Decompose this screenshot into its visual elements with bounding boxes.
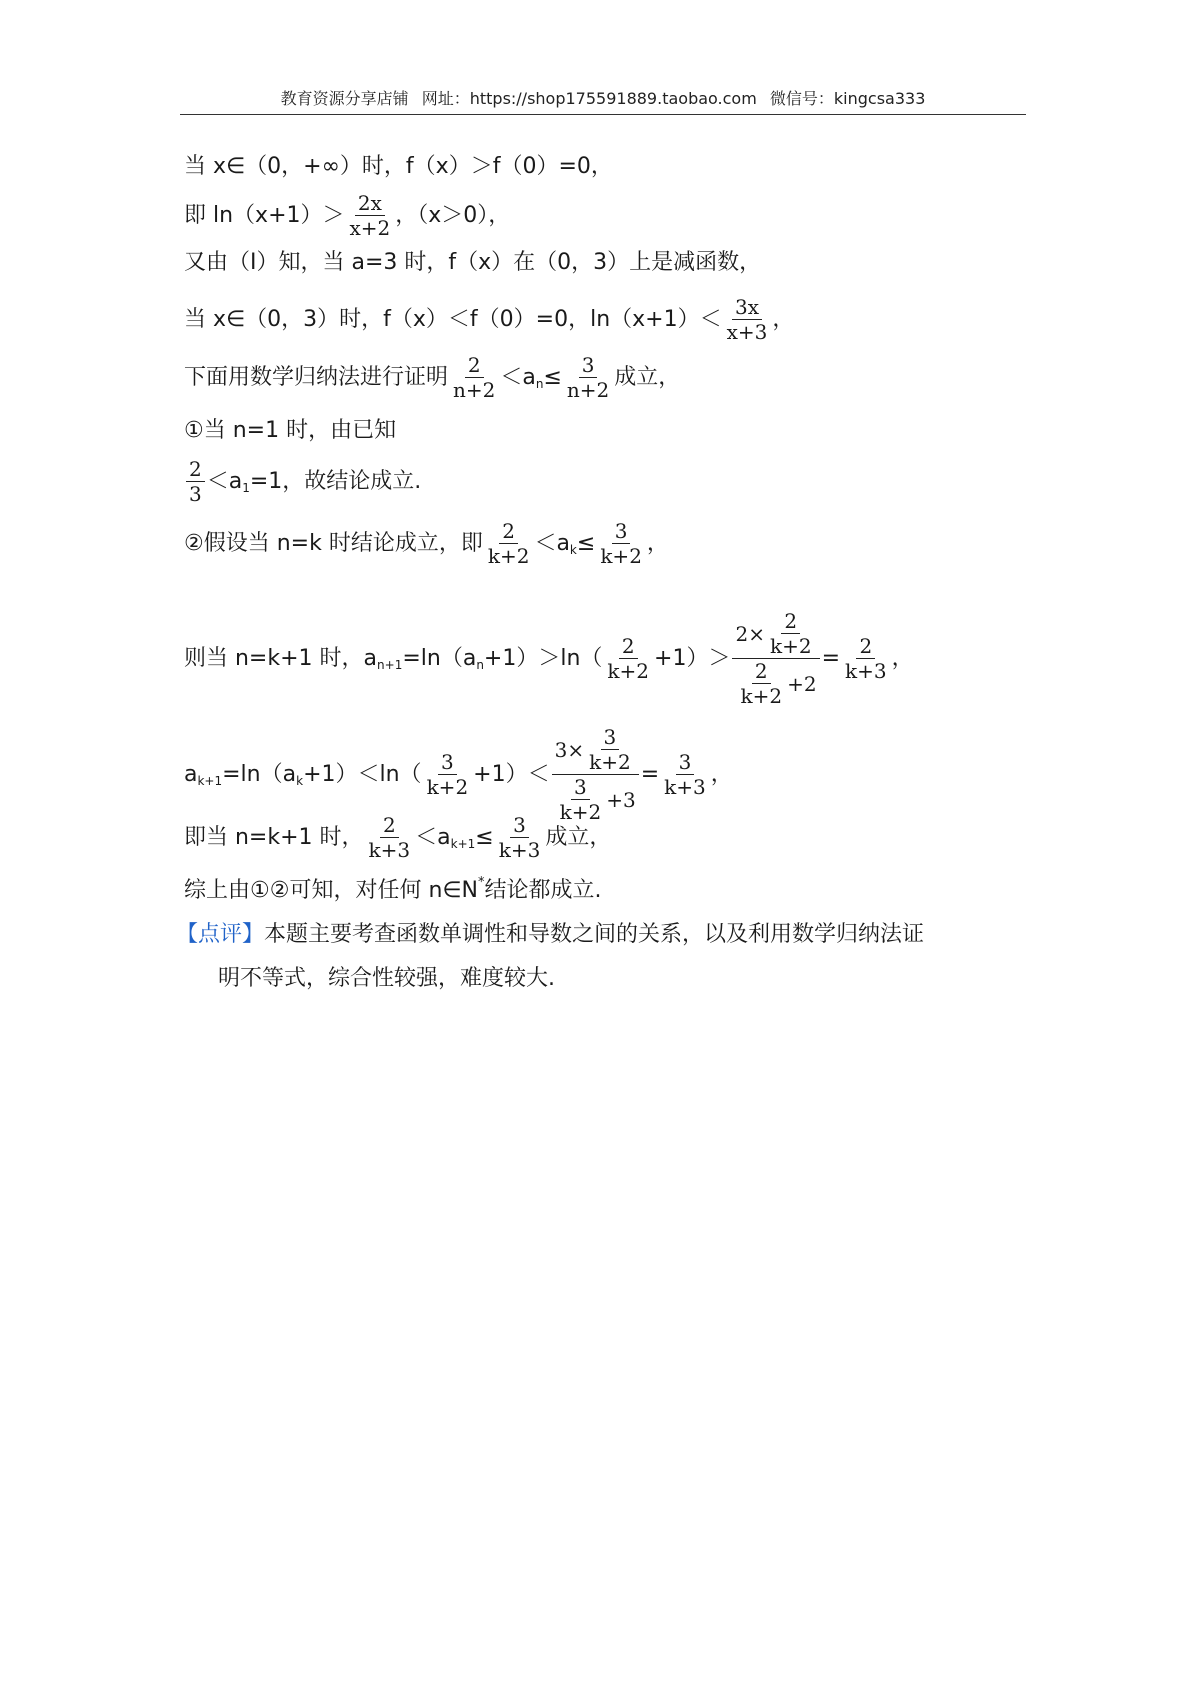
fraction-numerator: 2x: [355, 192, 385, 216]
fraction-numerator: 2: [186, 458, 205, 482]
fraction-denominator: x+3: [726, 320, 768, 344]
fraction-denominator: k+2: [740, 684, 783, 708]
line-14: [218, 964, 555, 994]
subscript: 1: [242, 480, 250, 495]
compound-fraction: [732, 610, 819, 707]
fraction-3-over-n-plus-2: [564, 354, 612, 401]
equals-sign: =: [821, 645, 840, 671]
line-12-text-a: 综上由①②可知，对任何 n∈N: [184, 878, 479, 903]
line-11-text-b: 成立，: [545, 824, 612, 850]
fraction-2-over-k-plus-2: [485, 520, 533, 567]
compound-numerator-prefix: 3×: [554, 737, 585, 762]
line-6-text: ①当 n=1 时，由已知: [184, 418, 397, 443]
fraction-denominator: k+3: [368, 838, 411, 862]
fraction-2-over-3: [186, 458, 205, 505]
line-3: [184, 248, 761, 278]
line-11-mid: ＜a: [415, 824, 451, 850]
line-9-text-b: =ln（a: [402, 645, 477, 671]
compound-fraction: [552, 726, 639, 823]
line-7-mid: ＜a: [206, 468, 243, 494]
line-5-mid: ＜a: [500, 364, 536, 390]
line-10-text-b: =ln（a: [222, 761, 297, 787]
fraction-numerator: 3x: [732, 296, 762, 320]
compound-numerator: [552, 726, 639, 775]
header-url: 网址：https://shop175591889.taobao.com: [421, 89, 757, 108]
line-4-text-b: ，: [772, 306, 795, 332]
subscript: k+1: [197, 773, 223, 788]
fraction-numerator: 2: [856, 635, 875, 659]
fraction-denominator: k+2: [607, 659, 650, 683]
line-12: [184, 876, 602, 906]
compound-numerator-prefix: 2×: [735, 621, 765, 646]
compound-denominator-suffix: +2: [787, 671, 817, 696]
le-sign: ≤: [475, 824, 494, 850]
fraction-2-over-k-plus-3: [842, 635, 890, 682]
header-shop: 教育资源分享店铺: [280, 89, 409, 108]
fraction-2-over-k-plus-3: [366, 814, 414, 861]
fraction-denominator: k+3: [845, 659, 887, 683]
compound-denominator: [732, 659, 819, 707]
fraction-numerator: 3: [612, 520, 631, 544]
line-8-text-a: ②假设当 n=k 时结论成立，即: [184, 530, 483, 556]
fraction-denominator: k+3: [498, 838, 541, 862]
line-10-text-c: +1）＜ln（: [303, 761, 422, 787]
subscript: n: [476, 657, 484, 672]
line-1-text: 当 x∈（0，+∞）时，f（x）＞f（0）=0，: [184, 154, 613, 179]
fraction-denominator: k+2: [769, 634, 812, 658]
fraction-denominator: k+2: [426, 775, 469, 799]
inner-fraction: [737, 660, 785, 707]
line-6: [184, 416, 396, 446]
line-10: [184, 726, 733, 823]
line-7-eq: =1: [249, 468, 283, 494]
fraction-numerator: 2: [781, 610, 800, 634]
line-2-text-b: ，（x＞0），: [395, 202, 511, 228]
line-12-text-b: 结论都成立.: [484, 878, 602, 903]
line-2: [184, 192, 510, 239]
line-5-text-a: 下面用数学归纳法进行证明: [184, 364, 449, 390]
fraction-3-over-k-plus-3: [496, 814, 544, 861]
line-4-text-a: 当 x∈（0，3）时，f（x）＜f（0）=0，ln（x+1）＜: [184, 306, 722, 332]
subscript: n: [535, 376, 544, 391]
line-10-text-a: a: [184, 761, 198, 787]
line-2-text-a: 即 ln（x+1）＞: [184, 202, 345, 228]
line-11-text-a: 即当 n=k+1 时，: [184, 824, 364, 850]
line-14-text: 明不等式，综合性较强，难度较大.: [218, 966, 555, 991]
fraction-denominator: x+2: [349, 216, 391, 240]
fraction-denominator: n+2: [453, 378, 496, 402]
fraction-denominator: k+2: [600, 544, 642, 568]
fraction-3-over-k-plus-3: [661, 751, 709, 798]
compound-numerator: [732, 610, 819, 659]
line-7-text-b: ，故结论成立.: [282, 468, 422, 494]
line-13-text: 本题主要考查函数单调性和导数之间的关系，以及利用数学归纳法证: [264, 922, 925, 947]
fraction-denominator: k+3: [664, 775, 706, 799]
header-wechat: 微信号：kingcsa333: [769, 89, 926, 108]
fraction-denominator: k+2: [487, 544, 530, 568]
line-3-text: 又由（Ⅰ）知，当 a=3 时，f（x）在（0，3）上是减函数，: [184, 250, 762, 275]
fraction-denominator: n+2: [566, 378, 610, 402]
le-sign: ≤: [576, 530, 596, 556]
subscript: k+1: [450, 836, 476, 851]
subscript: n+1: [377, 657, 403, 672]
line-9: [184, 610, 914, 707]
subscript: k: [569, 542, 577, 557]
line-11: [184, 814, 611, 861]
equals-sign: =: [640, 761, 660, 787]
superscript: *: [478, 875, 485, 890]
fraction-numerator: 3: [510, 814, 529, 838]
line-5-text-b: 成立，: [614, 364, 681, 390]
line-8-text-b: ，: [646, 530, 669, 556]
fraction-denominator: k+2: [589, 750, 631, 774]
line-10-text-e: ，: [710, 761, 733, 787]
inner-fraction: [586, 726, 634, 773]
fraction-3x-over-x-plus-3: [724, 296, 771, 343]
line-1: [184, 152, 613, 182]
inner-fraction: [767, 610, 815, 657]
line-5: [184, 354, 680, 401]
fraction-numerator: 2: [499, 520, 518, 544]
fraction-2x-over-x-plus-2: [347, 192, 394, 239]
fraction-numerator: 3: [438, 751, 457, 775]
line-8-mid: ＜a: [534, 530, 570, 556]
subscript: k: [296, 773, 304, 788]
fraction-numerator: 3: [676, 751, 695, 775]
fraction-numerator: 2: [752, 660, 771, 684]
fraction-numerator: 3: [579, 354, 598, 378]
le-sign: ≤: [543, 364, 562, 390]
line-9-text-d: +1）＞: [654, 645, 731, 671]
fraction-2-over-n-plus-2: [450, 354, 498, 401]
line-7: [184, 458, 421, 505]
fraction-denominator: 3: [189, 482, 202, 506]
line-10-text-d: +1）＜: [473, 761, 550, 787]
fraction-numerator: 3: [601, 726, 620, 750]
line-9-text-a: 则当 n=k+1 时，a: [184, 645, 378, 671]
line-8: [184, 520, 669, 567]
fraction-3-over-k-plus-2: [424, 751, 472, 798]
line-4: [184, 296, 794, 343]
fraction-numerator: 3: [571, 776, 590, 800]
fraction-numerator: 2: [380, 814, 399, 838]
fraction-numerator: 2: [465, 354, 484, 378]
fraction-numerator: 2: [619, 635, 638, 659]
line-9-text-c: +1）＞ln（: [483, 645, 603, 671]
comment-label: 【点评】: [176, 922, 265, 947]
fraction-2-over-k-plus-2: [604, 635, 652, 682]
page-header: [180, 86, 1026, 115]
fraction-denominator: k+2: [559, 800, 602, 824]
line-13: [176, 920, 924, 950]
compound-denominator-suffix: +3: [606, 787, 636, 812]
fraction-3-over-k-plus-2: [597, 520, 645, 567]
line-9-text-e: ，: [891, 645, 914, 671]
